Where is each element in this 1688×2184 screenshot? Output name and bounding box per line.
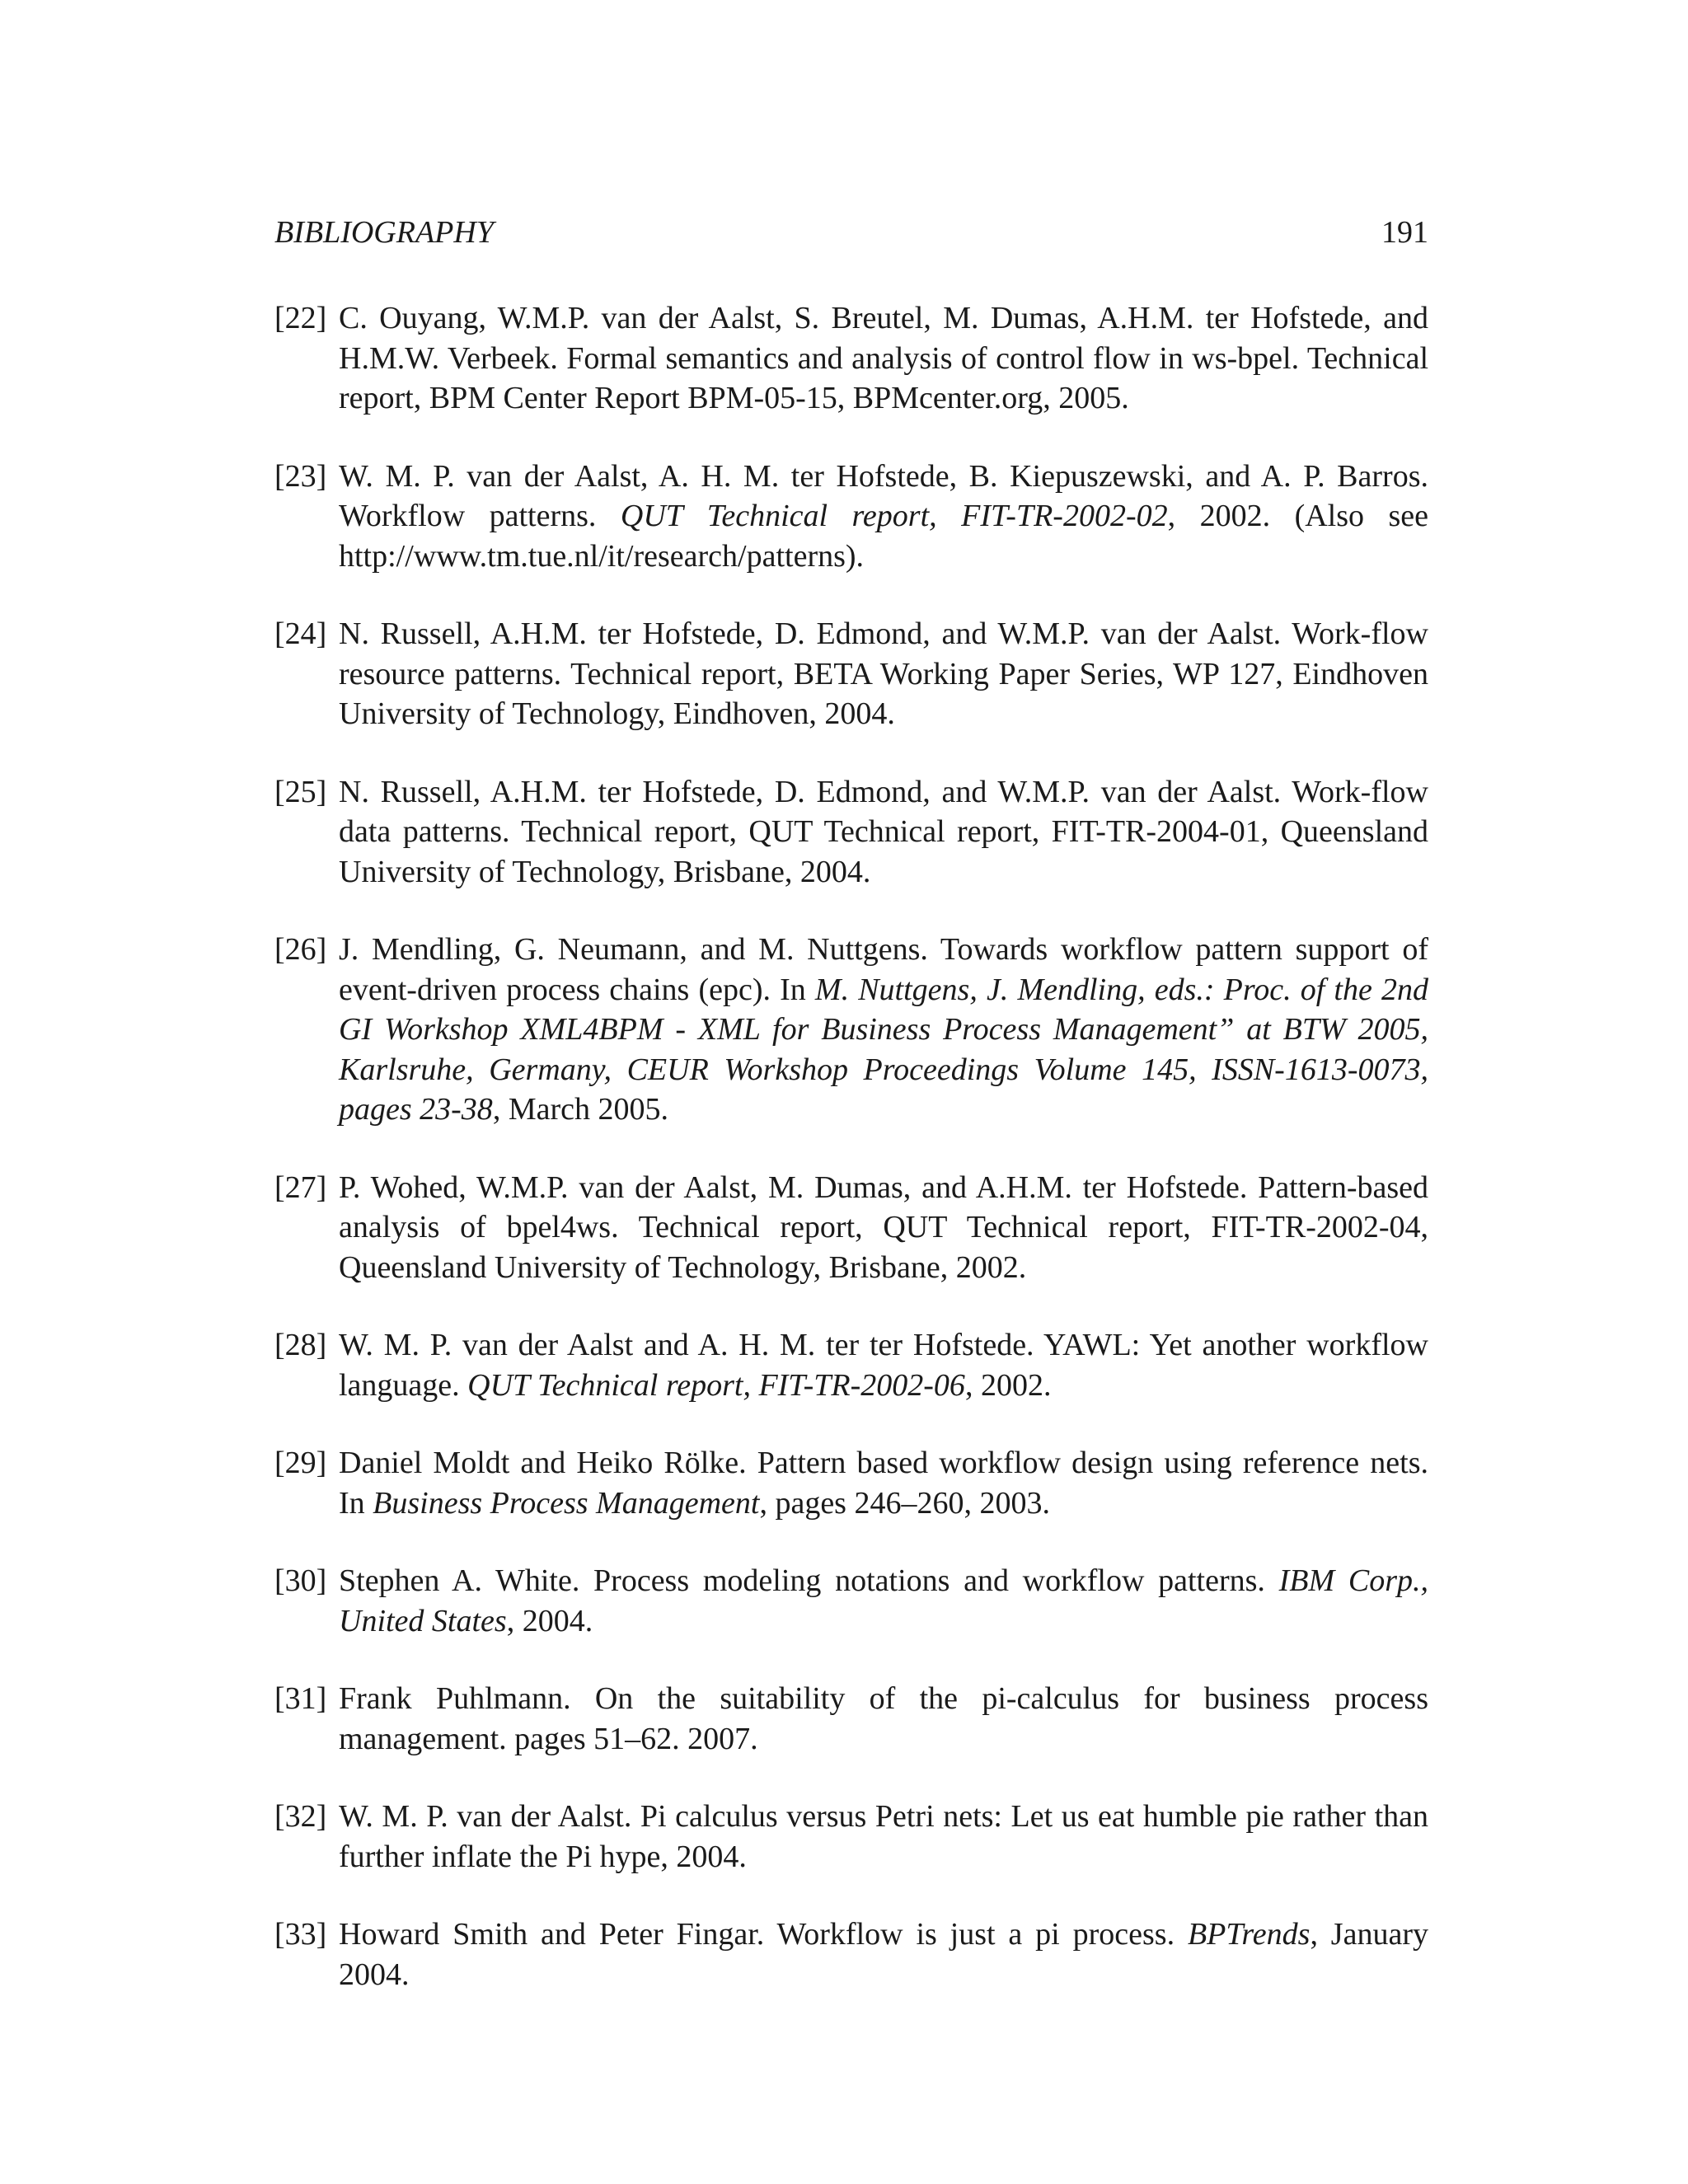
bib-text [339, 1170, 1428, 1285]
bib-text-segment: W. M. P. van der Aalst, A. H. M. ter Hofstede, B. Kiepuszewski, and A. P. Barros. Workflow patterns. [339, 458, 1428, 533]
bib-italic-segment: QUT Technical report, FIT-TR-2002-06 [467, 1367, 965, 1403]
bib-text-segment: P. Wohed, W.M.P. van der Aalst, M. Dumas, and A.H.M. ter Hofstede. Pattern-based analysis of bpel4ws. Technical report, QUT Technical report, FIT-TR-2002-04, Queensland University of Technology, Brisbane, 2002. [339, 1169, 1428, 1285]
bib-entry [274, 1679, 1428, 1759]
bib-italic-segment: M. Nuttgens, J. Mendling, eds.: Proc. of the 2nd GI Workshop XML4BPM - XML for Business Process Management” at BTW 2005, Karlsruhe, Germany, CEUR Workshop Proceedings Volume 145, ISSN-1613-0073, pages 23-38 [339, 972, 1428, 1127]
bib-entry [274, 1168, 1428, 1288]
bib-entry [274, 1915, 1428, 1994]
bib-text-segment: W. M. P. van der Aalst and A. H. M. ter ter Hofstede. YAWL: Yet another workflow language. [339, 1328, 1428, 1403]
bib-entry [274, 614, 1428, 734]
bibliography-list [274, 298, 1428, 2032]
bib-label: [30] [274, 1563, 327, 1598]
bib-italic-segment: QUT Technical report, FIT-TR-2002-02 [620, 499, 1168, 533]
bib-text [339, 775, 1428, 889]
bib-text [339, 301, 1428, 415]
running-head: BIBLIOGRAPHY [274, 215, 494, 250]
bib-entry [274, 1797, 1428, 1877]
bib-entry [274, 1443, 1428, 1523]
bib-text-segment: , March 2005. [492, 1092, 668, 1127]
bib-label: [24] [274, 616, 327, 651]
bib-text-segment: J. Mendling, G. Neumann, and M. Nuttgens. Towards workflow pattern support of event-driven process chains (epc). In [339, 932, 1428, 1007]
page-number: 191 [1381, 215, 1428, 250]
bib-entry [274, 1561, 1428, 1641]
bib-text-segment: , 2004. [506, 1603, 593, 1638]
bib-label: [22] [274, 301, 327, 335]
bib-text-segment: , January 2004. [339, 1917, 1428, 1992]
bib-text [339, 1563, 1428, 1638]
bib-label: [23] [274, 458, 327, 494]
bib-entry [274, 1325, 1428, 1405]
bib-label: [31] [274, 1681, 327, 1716]
bib-italic-segment: IBM Corp., United States [339, 1563, 1428, 1638]
bib-text [339, 1799, 1428, 1874]
bib-entry [274, 772, 1428, 893]
bib-text [339, 1681, 1428, 1756]
bib-text [339, 1328, 1428, 1403]
bib-text-segment: , pages 246–260, 2003. [759, 1485, 1050, 1521]
bib-label: [33] [274, 1917, 327, 1952]
bib-label: [28] [274, 1328, 327, 1362]
bib-text [339, 932, 1428, 1127]
bib-entry [274, 930, 1428, 1130]
bib-label: [25] [274, 774, 327, 809]
bib-text [339, 459, 1428, 574]
bib-text-segment: , 2002. [964, 1367, 1052, 1403]
bib-text-segment: , 2002. (Also see http://www.tm.tue.nl/it/research/patterns). [339, 499, 1429, 574]
bib-label: [32] [274, 1799, 327, 1834]
bib-text-segment: C. Ouyang, W.M.P. van der Aalst, S. Breutel, M. Dumas, A.H.M. ter Hofstede, and H.M.W. Verbeek. Formal semantics and analysis of control flow in ws-bpel. Technical report, BPM Center Report BPM-05-15, BPMcenter.org, 2005. [339, 301, 1428, 415]
bib-italic-segment: BPTrends [1187, 1917, 1311, 1952]
bib-text-segment: Frank Puhlmann. On the suitability of the pi-calculus for business process management. pages 51–62. 2007. [339, 1681, 1428, 1756]
bib-label: [29] [274, 1446, 327, 1480]
bib-label: [26] [274, 932, 327, 967]
bib-text-segment: W. M. P. van der Aalst. Pi calculus versus Petri nets: Let us eat humble pie rather than further inflate the Pi hype, 2004. [339, 1799, 1428, 1874]
bib-text-segment: N. Russell, A.H.M. ter Hofstede, D. Edmond, and W.M.P. van der Aalst. Work-flow data patterns. Technical report, QUT Technical report, FIT-TR-2004-01, Queensland University of Technology, Brisbane, 2004. [339, 774, 1428, 889]
bib-text-segment: N. Russell, A.H.M. ter Hofstede, D. Edmond, and W.M.P. van der Aalst. Work-flow resource patterns. Technical report, BETA Working Paper Series, WP 127, Eindhoven University of Technology, Eindhoven, 2004. [339, 616, 1428, 731]
bib-text [339, 1917, 1428, 1992]
bib-text-segment: Stephen A. White. Process modeling notations and workflow patterns. [339, 1563, 1279, 1598]
bib-text [339, 616, 1428, 731]
bib-text [339, 1446, 1428, 1521]
bib-text-segment: Daniel Moldt and Heiko Rölke. Pattern based workflow design using reference nets. In [339, 1446, 1428, 1521]
bib-entry [274, 298, 1428, 419]
bib-italic-segment: Business Process Management [373, 1485, 760, 1521]
page-header [274, 208, 1428, 257]
bib-text-segment: Howard Smith and Peter Fingar. Workflow is just a pi process. [339, 1917, 1188, 1952]
bib-entry [274, 457, 1428, 577]
bib-label: [27] [274, 1169, 327, 1205]
